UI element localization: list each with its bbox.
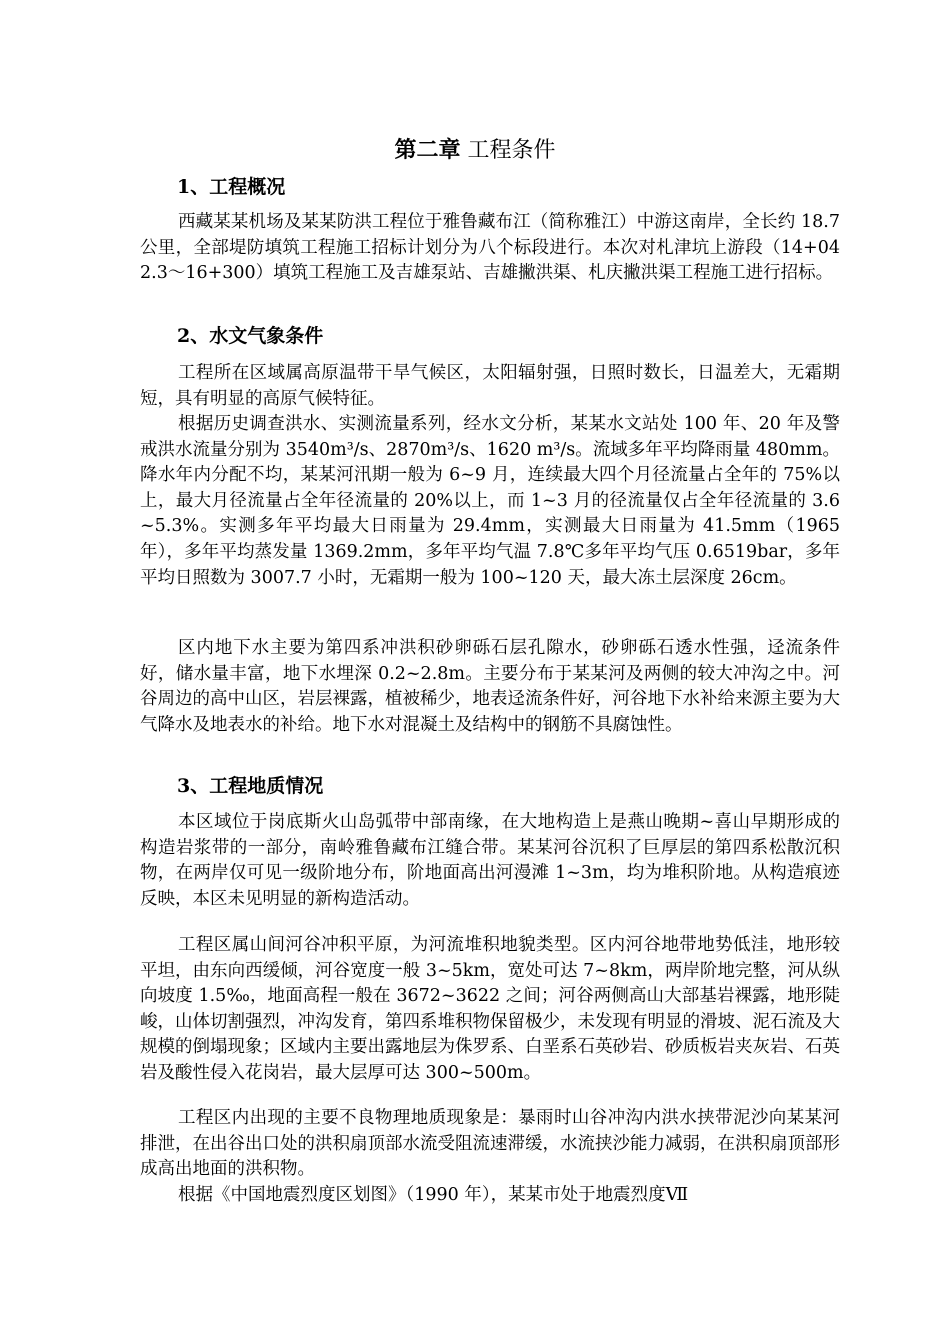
- paragraph-geohazard: 工程区内出现的主要不良物理地质现象是：暴雨时山谷冲沟内洪水挟带泥沙向某某河排泄，在出谷出口处的洪积扇顶部水流受阻流速滞缓，水流挟沙能力减弱，在洪积扇顶部形成高出地面的洪积物。: [140, 1108, 840, 1180]
- paragraph-groundwater: 区内地下水主要为第四系冲洪积砂卵砾石层孔隙水，砂卵砾石透水性强，迳流条件好，储水量丰富，地下水埋深 0.2~2.8m。主要分布于某某河及两侧的较大冲沟之中。河谷周边的高中山区，岩层裸露，植被稀少，地表迳流条件好，河谷地下水补给来源主要为大气降水及地表水的补给。地下水对混凝土及结构中的钢筋不具腐蚀性。: [140, 638, 840, 735]
- paragraph-landform: 工程区属山间河谷冲积平原，为河流堆积地貌类型。区内河谷地带地势低洼，地形较平坦，由东向西缓倾，河谷宽度一般 3~5km，宽处可达 7~8km，两岸阶地完整，河从纵向坡度 1.5‰，地面高程一般在 3672~3622 之间；河谷两侧高山大部基岩裸露，地形陡峻，山体切割强烈，冲沟发育，第四系堆积物保留极少，未发现有明显的滑坡、泥石流及大规模的倒塌现象；区域内主要出露地层为侏罗系、白垩系石英砂岩、砂质板岩夹灰岩、石英岩及酸性侵入花岗岩，最大层厚可达 300~500m。: [140, 935, 840, 1083]
- paragraph-tectonics: 本区域位于岗底斯火山岛弧带中部南缘，在大地构造上是燕山晚期~喜山早期形成的构造岩浆带的一部分，南岭雅鲁藏布江缝合带。某某河谷沉积了巨厚层的第四系松散沉积物，在两岸仅可见一级阶地分布，阶地面高出河漫滩 1~3m，均为堆积阶地。从构造痕迹反映，本区未见明显的新构造活动。: [140, 812, 840, 909]
- section-heading-overview: 1、工程概况: [177, 176, 286, 198]
- chapter-title: [0, 134, 950, 167]
- paragraph-seismic: 根据《中国地震烈度区划图》（1990 年），某某市处于地震烈度Ⅶ: [178, 1185, 689, 1205]
- section-heading-hydrology: 2、水文气象条件: [177, 325, 324, 347]
- chapter-name: 工程条件: [467, 138, 556, 163]
- paragraph-climate: 工程所在区域属高原温带干旱气候区，太阳辐射强，日照时数长，日温差大，无霜期短，具有明显的高原气候特征。: [140, 363, 840, 409]
- paragraph-flow: 根据历史调查洪水、实测流量系列，经水文分析，某某水文站处 100 年、20 年及警戒洪水流量分别为 3540m³/s、2870m³/s、1620 m³/s。流域多年平均降雨量 480mm。降水年内分配不均，某某河汛期一般为 6~9 月，连续最大四个月径流量占全年的 75%以上，最大月径流量占全年径流量的 20%以上，而 1~3 月的径流量仅占全年径流量的 3.6~5.3%。实测多年平均最大日雨量为 29.4mm，实测最大日雨量为 41.5mm（1965 年），多年平均蒸发量 1369.2mm，多年平均气温 7.8℃多年平均气压 0.6519bar，多年平均日照数为 3007.7 小时，无霜期一般为 100~120 天，最大冻土层深度 26cm。: [140, 414, 840, 588]
- section-heading-geology: 3、工程地质情况: [177, 775, 324, 797]
- chapter-number: 第二章: [394, 137, 461, 163]
- paragraph-overview: 西藏某某机场及某某防洪工程位于雅鲁藏布江（简称雅江）中游这南岸，全长约 18.7 公里，全部堤防填筑工程施工招标计划分为八个标段进行。本次对札津坑上游段（14+042.3～16+300）填筑工程施工及吉雄泵站、吉雄撇洪渠、札庆撇洪渠工程施工进行招标。: [140, 212, 840, 284]
